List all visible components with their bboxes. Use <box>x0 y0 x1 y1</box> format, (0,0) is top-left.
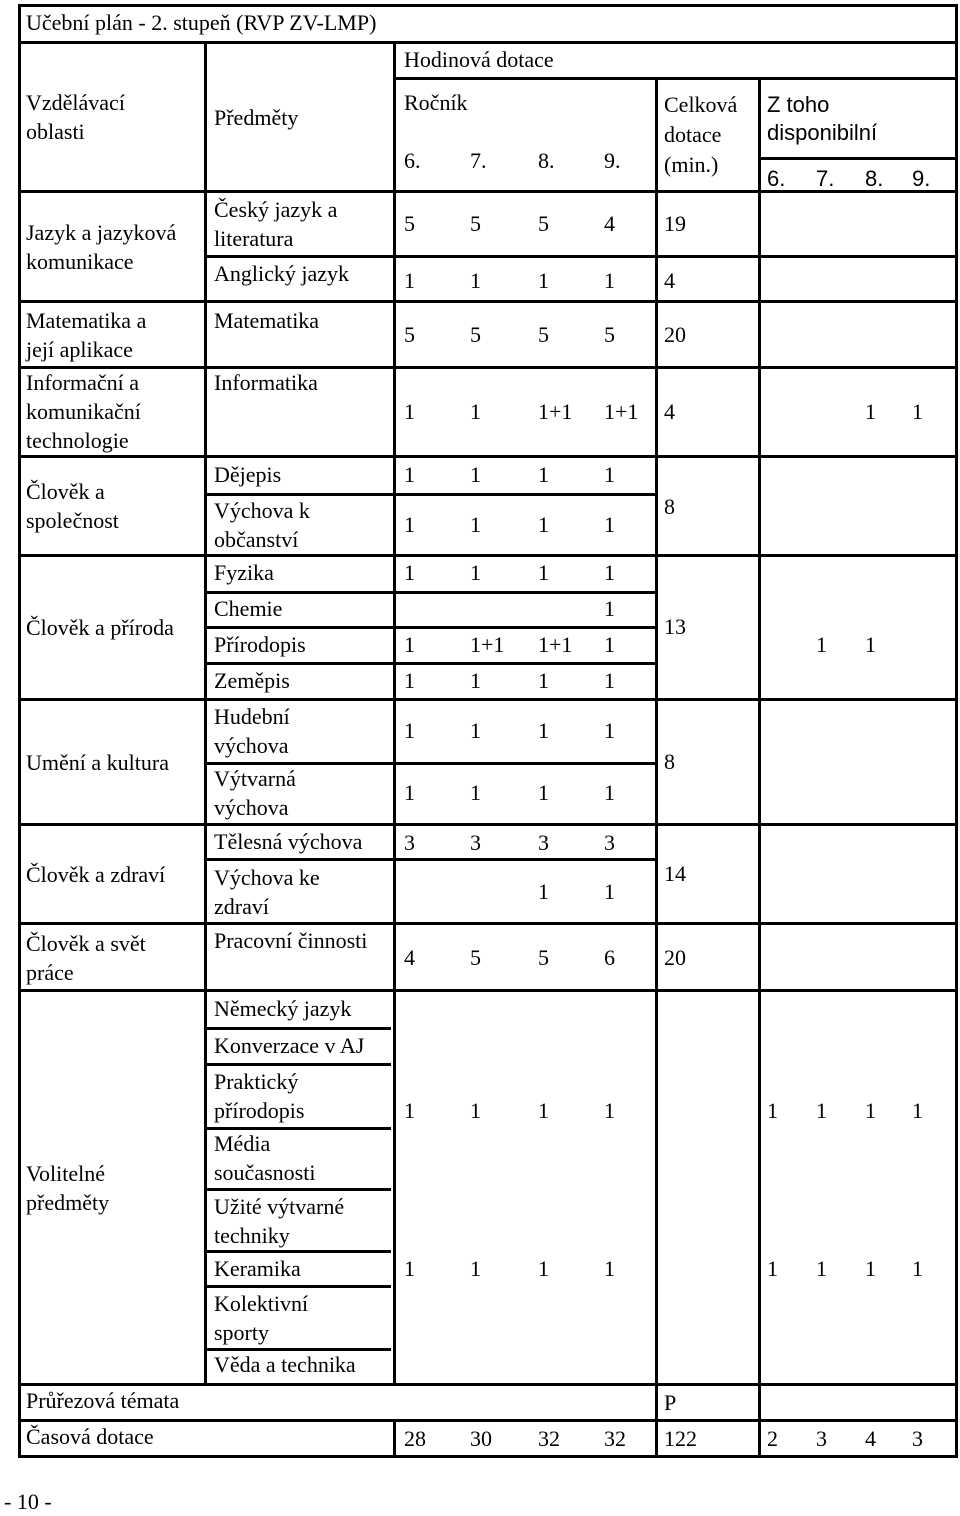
header-ztoho-line1: Z toho <box>767 92 830 117</box>
casova-disp-8: 4 <box>865 1426 876 1451</box>
inf-disp-9: 1 <box>912 399 923 424</box>
fyz-grade-9: 1 <box>604 560 615 585</box>
header-grade-9: 9. <box>604 148 621 173</box>
area-jazyk-line2: komunikace <box>26 249 134 274</box>
vv-grade-8: 1 <box>538 780 549 805</box>
subject-zem: Zeměpis <box>214 668 290 693</box>
prir-grade-9: 1 <box>604 632 615 657</box>
aj-grade-7: 1 <box>470 268 481 293</box>
tv-grade-7: 3 <box>470 830 481 855</box>
vo-grade-8: 1 <box>538 512 549 537</box>
zem-grade-8: 1 <box>538 668 549 693</box>
header-hodinova-dotace: Hodinová dotace <box>404 47 554 72</box>
chem-grade-9: 1 <box>604 596 615 621</box>
hv-grade-6: 1 <box>404 718 415 743</box>
inf-grade-8: 1+1 <box>538 399 573 424</box>
aj-total: 4 <box>664 268 675 293</box>
vo-grade-7: 1 <box>470 512 481 537</box>
hv-grade-8: 1 <box>538 718 549 743</box>
subject-uvt-line2: techniky <box>214 1223 290 1248</box>
area-mat-line1: Matematika a <box>26 308 147 333</box>
dej-grade-6: 1 <box>404 462 415 487</box>
area-inf-line2: komunikační <box>26 399 141 424</box>
subject-pp-line2: přírodopis <box>214 1098 305 1123</box>
zem-grade-6: 1 <box>404 668 415 693</box>
zem-grade-7: 1 <box>470 668 481 693</box>
pc-grade-7: 5 <box>470 945 481 970</box>
mat-grade-6: 5 <box>404 322 415 347</box>
prurezova-label: Průřezová témata <box>26 1388 180 1413</box>
inf-grade-6: 1 <box>404 399 415 424</box>
fyz-grade-8: 1 <box>538 560 549 585</box>
area-mat-line2: její aplikace <box>26 337 133 362</box>
area-spol-line1: Člověk a <box>26 479 105 504</box>
header-celkova-line3: (min.) <box>664 152 719 177</box>
prir-grade-8: 1+1 <box>538 632 573 657</box>
casova-grade-9: 32 <box>604 1426 626 1451</box>
subject-inf: Informatika <box>214 370 318 395</box>
dej-grade-8: 1 <box>538 462 549 487</box>
header-rocnik: Ročník <box>404 90 468 115</box>
mat-total: 20 <box>664 322 686 347</box>
header-ztoho-line2: disponibilní <box>767 120 878 145</box>
casova-grade-8: 32 <box>538 1426 560 1451</box>
fyz-grade-6: 1 <box>404 560 415 585</box>
subject-hv-line1: Hudební <box>214 704 290 729</box>
casova-grade-7: 30 <box>470 1426 492 1451</box>
area-inf-line1: Informační a <box>26 370 139 395</box>
tv-grade-6: 3 <box>404 830 415 855</box>
vol-a-disp-9: 1 <box>912 1098 923 1123</box>
subject-vo-line1: Výchova k <box>214 498 310 523</box>
vol-b-disp-8: 1 <box>865 1256 876 1281</box>
mat-grade-9: 5 <box>604 322 615 347</box>
subject-vv-line1: Výtvarná <box>214 766 296 791</box>
area-svet-line2: práce <box>26 960 74 985</box>
subject-nj: Německý jazyk <box>214 996 352 1021</box>
area-volitelne-line2: předměty <box>26 1190 110 1215</box>
area-zdravi: Člověk a zdraví <box>26 862 166 887</box>
vz-grade-9: 1 <box>604 879 615 904</box>
aj-grade-9: 1 <box>604 268 615 293</box>
zem-grade-9: 1 <box>604 668 615 693</box>
prir-disp-7: 1 <box>816 632 827 657</box>
zdravi-total: 14 <box>664 861 686 886</box>
vol-a-disp-7: 1 <box>816 1098 827 1123</box>
vz-grade-8: 1 <box>538 879 549 904</box>
subject-cj-line1: Český jazyk a <box>214 197 338 222</box>
header-disp-grade-9: 9. <box>912 166 931 191</box>
prir-disp-8: 1 <box>865 632 876 657</box>
tv-grade-9: 3 <box>604 830 615 855</box>
header-oblasti-line2: oblasti <box>26 119 85 144</box>
cj-total: 19 <box>664 211 686 236</box>
casova-total: 122 <box>664 1426 697 1451</box>
tv-grade-8: 3 <box>538 830 549 855</box>
subject-ks-line2: sporty <box>214 1320 269 1345</box>
pc-grade-8: 5 <box>538 945 549 970</box>
subject-cj-line2: literatura <box>214 226 294 251</box>
mat-grade-8: 5 <box>538 322 549 347</box>
subject-vt: Věda a technika <box>214 1352 356 1377</box>
cj-grade-7: 5 <box>470 211 481 236</box>
subject-ks-line1: Kolektivní <box>214 1291 309 1316</box>
subject-pp-line1: Praktický <box>214 1069 299 1094</box>
header-disp-grade-8: 8. <box>865 166 884 191</box>
subject-mat: Matematika <box>214 308 320 333</box>
cj-grade-6: 5 <box>404 211 415 236</box>
cj-grade-8: 5 <box>538 211 549 236</box>
pc-total: 20 <box>664 945 686 970</box>
casova-grade-6: 28 <box>404 1426 426 1451</box>
area-priroda: Člověk a příroda <box>26 615 174 640</box>
subject-uvt-line1: Užité výtvarné <box>214 1194 345 1219</box>
cj-grade-9: 4 <box>604 211 615 236</box>
header-grade-8: 8. <box>538 148 555 173</box>
vol-b-grade-8: 1 <box>538 1256 549 1281</box>
aj-grade-6: 1 <box>404 268 415 293</box>
prir-grade-7: 1+1 <box>470 632 505 657</box>
vol-a-disp-6: 1 <box>767 1098 778 1123</box>
inf-disp-8: 1 <box>865 399 876 424</box>
vol-a-disp-8: 1 <box>865 1098 876 1123</box>
casova-disp-7: 3 <box>816 1426 827 1451</box>
spol-total: 8 <box>664 494 675 519</box>
subject-ms-line1: Média <box>214 1131 271 1156</box>
vol-a-grade-7: 1 <box>470 1098 481 1123</box>
subject-dej: Dějepis <box>214 462 282 487</box>
prir-grade-6: 1 <box>404 632 415 657</box>
area-jazyk-line1: Jazyk a jazyková <box>26 220 177 245</box>
subject-aj: Anglický jazyk <box>214 261 350 286</box>
header-celkova-line2: dotace <box>664 122 722 147</box>
priroda-total: 13 <box>664 614 686 639</box>
pc-grade-6: 4 <box>404 945 415 970</box>
subject-ms-line2: současnosti <box>214 1160 316 1185</box>
vol-b-disp-7: 1 <box>816 1256 827 1281</box>
subject-vz-line2: zdraví <box>214 894 269 919</box>
vol-a-grade-6: 1 <box>404 1098 415 1123</box>
vol-b-grade-7: 1 <box>470 1256 481 1281</box>
vol-b-grade-9: 1 <box>604 1256 615 1281</box>
subject-prir: Přírodopis <box>214 632 306 657</box>
subject-fyz: Fyzika <box>214 560 274 585</box>
pc-grade-9: 6 <box>604 945 615 970</box>
aj-grade-8: 1 <box>538 268 549 293</box>
casova-disp-6: 2 <box>767 1426 778 1451</box>
subject-vv-line2: výchova <box>214 795 289 820</box>
subject-ker: Keramika <box>214 1256 301 1281</box>
header-oblasti-line1: Vzdělávací <box>26 90 125 115</box>
header-disp-grade-6: 6. <box>767 166 786 191</box>
area-spol-line2: společnost <box>26 508 119 533</box>
inf-grade-7: 1 <box>470 399 481 424</box>
hv-grade-9: 1 <box>604 718 615 743</box>
inf-total: 4 <box>664 399 675 424</box>
subject-chem: Chemie <box>214 596 283 621</box>
vol-a-grade-8: 1 <box>538 1098 549 1123</box>
area-umeni: Umění a kultura <box>26 750 169 775</box>
vo-grade-9: 1 <box>604 512 615 537</box>
dej-grade-9: 1 <box>604 462 615 487</box>
dej-grade-7: 1 <box>470 462 481 487</box>
inf-grade-9: 1+1 <box>604 399 639 424</box>
area-svet-line1: Člověk a svět <box>26 931 146 956</box>
subject-pc: Pracovní činnosti <box>214 928 368 953</box>
vol-b-disp-9: 1 <box>912 1256 923 1281</box>
header-grade-6: 6. <box>404 148 421 173</box>
header-celkova-line1: Celková <box>664 92 738 117</box>
casova-label: Časová dotace <box>26 1424 154 1449</box>
vv-grade-6: 1 <box>404 780 415 805</box>
vo-grade-6: 1 <box>404 512 415 537</box>
mat-grade-7: 5 <box>470 322 481 347</box>
umeni-total: 8 <box>664 749 675 774</box>
prurezova-value: P <box>664 1390 677 1415</box>
fyz-grade-7: 1 <box>470 560 481 585</box>
hv-grade-7: 1 <box>470 718 481 743</box>
subject-vo-line2: občanství <box>214 527 299 552</box>
vol-b-disp-6: 1 <box>767 1256 778 1281</box>
casova-disp-9: 3 <box>912 1426 923 1451</box>
page-number: - 10 - <box>4 1489 52 1514</box>
subject-tv: Tělesná výchova <box>214 829 363 854</box>
vv-grade-7: 1 <box>470 780 481 805</box>
subject-vz-line1: Výchova ke <box>214 865 320 890</box>
page-title: Učební plán - 2. stupeň (RVP ZV-LMP) <box>26 10 377 35</box>
vol-a-grade-9: 1 <box>604 1098 615 1123</box>
subject-hv-line2: výchova <box>214 733 289 758</box>
vv-grade-9: 1 <box>604 780 615 805</box>
vol-b-grade-6: 1 <box>404 1256 415 1281</box>
header-grade-7: 7. <box>470 148 487 173</box>
area-inf-line3: technologie <box>26 428 129 453</box>
subject-kaj: Konverzace v AJ <box>214 1033 365 1058</box>
header-disp-grade-7: 7. <box>816 166 835 191</box>
area-volitelne-line1: Volitelné <box>26 1161 106 1186</box>
header-predmety: Předměty <box>214 105 299 130</box>
